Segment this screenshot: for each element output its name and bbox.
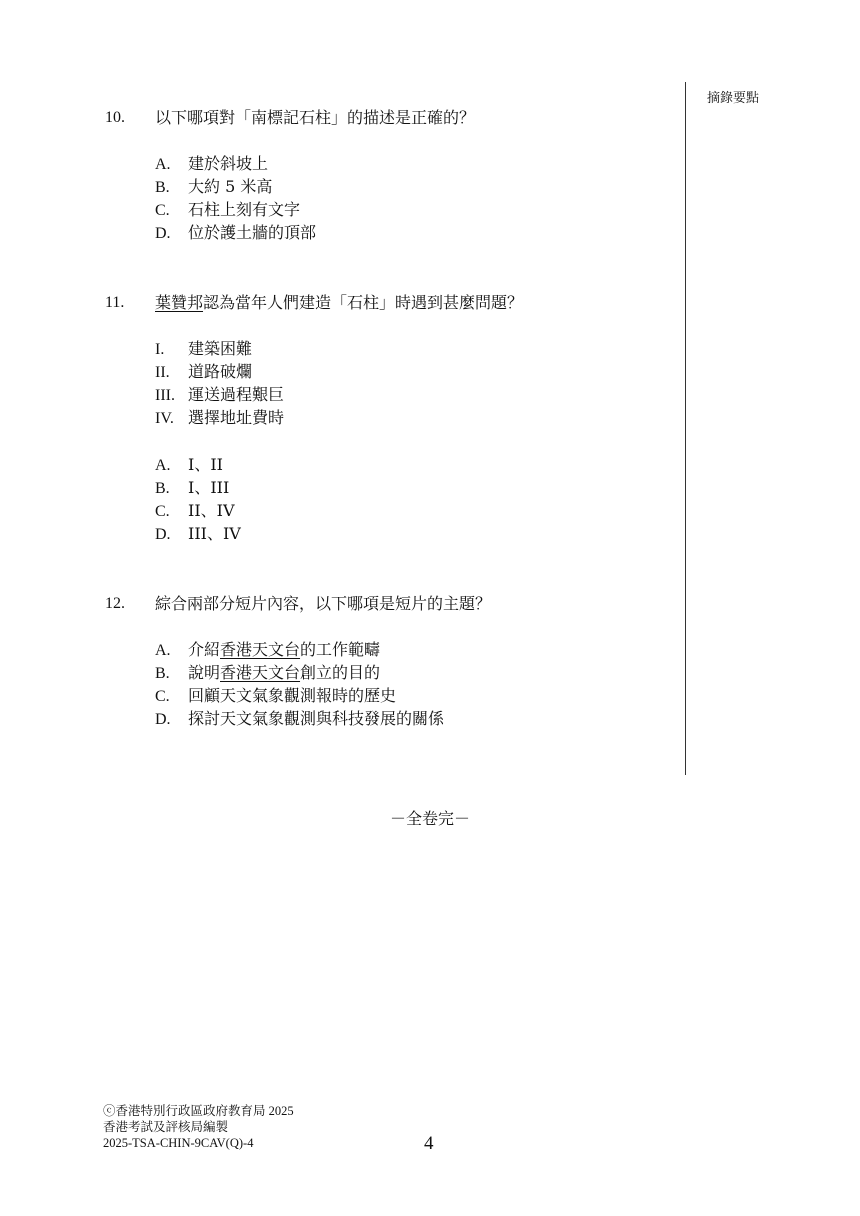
notes-column-divider [685,82,686,775]
copyright-line: ⓒ香港特別行政區政府教育局 2025 [103,1104,294,1118]
footer [103,1103,294,1151]
option-letter: D. [155,225,171,242]
statement-numeral: III. [155,387,175,404]
question-stem [155,107,475,129]
option-letter: B. [155,179,170,196]
statement-ii [155,361,284,384]
statement-iv [155,407,284,430]
option-text: 探討天文氣象觀測與科技發展的關係 [188,709,445,728]
option-letter: A. [155,642,171,659]
compiler-line: 香港考試及評核局編製 [103,1120,229,1134]
page-number: 4 [424,1133,434,1154]
statement-text: 道路破爛 [188,362,253,381]
option-text: 石柱上刻有文字 [188,200,301,219]
notes-column-label: 摘錄要點 [707,91,760,106]
option-text: III、IV [188,524,241,543]
question-stem [155,593,491,615]
option-letter: B. [155,665,170,682]
option-b[interactable] [155,176,316,199]
answer-options [155,454,241,546]
option-d[interactable] [155,708,444,731]
option-text: 大約 5 米高 [188,177,273,196]
option-a[interactable] [155,153,316,176]
statement-iii [155,384,284,407]
option-c[interactable] [155,500,241,523]
option-text: I、II [188,455,223,474]
stem-text: 認為當年人們建造「石柱」時遇到甚麼問題？ [203,293,524,312]
option-b[interactable] [155,477,241,500]
option-text: 位於護土牆的頂部 [188,223,317,242]
end-of-paper-mark: －全卷完－ [389,809,470,828]
option-text: 建於斜坡上 [188,154,269,173]
statement-text: 運送過程艱巨 [188,385,285,404]
option-underlined-name: 香港天文台 [220,663,301,682]
option-letter: D. [155,526,171,543]
statement-list [155,338,284,430]
option-text: 回顧天文氣象觀測報時的歷史 [188,686,397,705]
option-letter: D. [155,711,171,728]
question-number: 10. [105,109,125,126]
option-letter: C. [155,503,170,520]
option-letter: C. [155,202,170,219]
option-text: 的工作範疇 [300,640,381,659]
option-text: I、III [188,478,230,497]
option-letter: A. [155,156,171,173]
statement-text: 建築困難 [188,339,253,358]
option-underlined-name: 香港天文台 [220,640,301,659]
option-a[interactable] [155,454,241,477]
option-text: 創立的目的 [300,663,381,682]
paper-code: 2025-TSA-CHIN-9CAV(Q)-4 [103,1136,254,1150]
statement-text: 選擇地址費時 [188,408,285,427]
option-text: 介紹 [188,640,221,659]
stem-person-name: 葉贊邦 [155,293,204,312]
option-d[interactable] [155,222,316,245]
option-letter: C. [155,688,170,705]
option-letter: B. [155,480,170,497]
stem-text: 綜合兩部分短片內容，以下哪項是短片的主題？ [155,594,492,613]
answer-options [155,639,444,731]
question-stem [155,292,523,314]
statement-numeral: I. [155,341,165,358]
option-b[interactable] [155,662,444,685]
question-number: 12. [105,595,125,612]
answer-options [155,153,316,245]
option-c[interactable] [155,199,316,222]
option-d[interactable] [155,523,241,546]
statement-i [155,338,284,361]
stem-text: 以下哪項對「南標記石柱」的描述是正確的？ [155,108,476,127]
option-letter: A. [155,457,171,474]
question-number: 11. [105,294,125,311]
option-c[interactable] [155,685,444,708]
option-a[interactable] [155,639,444,662]
option-text: 說明 [188,663,221,682]
option-text: II、IV [188,501,235,520]
statement-numeral: IV. [155,410,174,427]
statement-numeral: II. [155,364,170,381]
